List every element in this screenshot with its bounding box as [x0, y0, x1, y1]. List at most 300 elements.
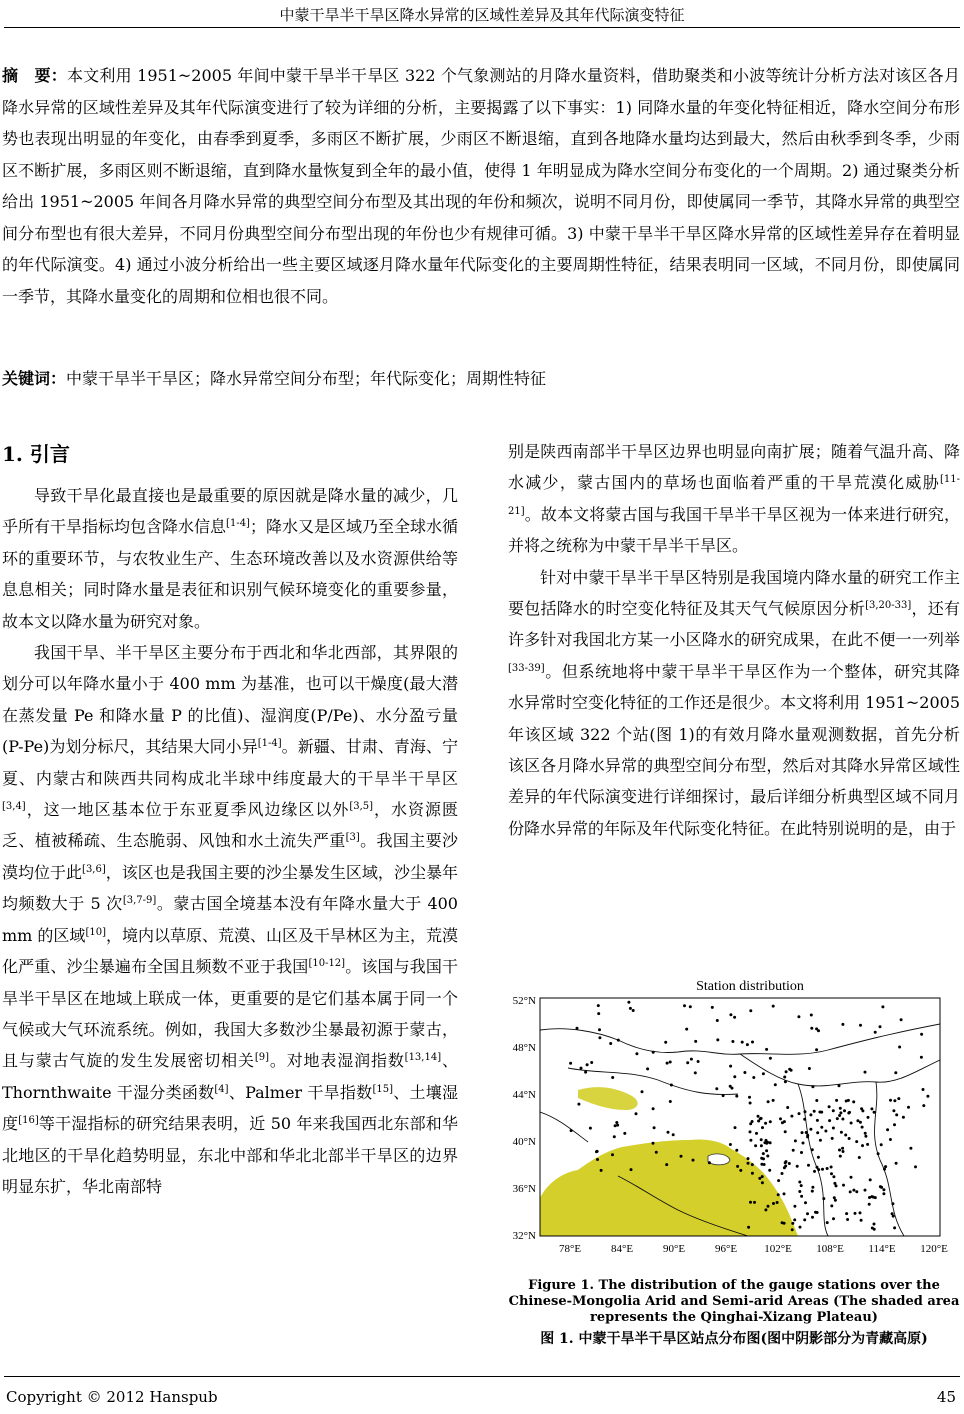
station-dot: [683, 1004, 686, 1007]
intro-paragraph-2: 我国干旱、半干旱区主要分布于西北和华北西部，其界限的划分可以年降水量小于 400 mm 为基准，也可以干燥度(最大潜在蒸发量 Pe 和降水量 P 的比值)、湿润度(P/Pe)、水分盈亏量(P-Pe)为划分标尺，其结果大同小异[1-4]。新疆、甘肃、青海、宁夏、内蒙古和陕西共同构成北半球中纬度最大的干旱半干旱区[3,4]，这一地区基本位于东亚夏季风边缘区以外[3,5]，水资源匮乏、植被稀疏、生态脆弱、风蚀和水土流失严重[3]。我国主要沙漠均位于此[3,6]，该区也是我国主要的沙尘暴发生区域，沙尘暴年均频数大于 5 次[3,7-9]。蒙古国全境基本没有年降水量大于 400 mm 的区域[10]，境内以草原、荒漠、山区及干旱林区为主，荒漠化严重、沙尘暴遍布全国且频数不亚于我国[10-12]。该国与我国干旱半干旱区在地域上联成一体，更重要的是它们基本属于同一个气候或大气环流系统。例如，我国大多数沙尘暴最初源于蒙古，且与蒙古气旋的发生发展密切相关[9]。对地表湿润指数[13,14]、Thornthwaite 干湿分类函数[4]、Palmer 干旱指数[15]、土壤湿度[16]等干湿指标的研究结果表明，近 50 年来我国西北东部和华北地区的干旱化趋势明显，东北中部和华北北部半干旱区的边界明显东扩，华北南部特: [2, 643, 458, 1196]
station-dot: [733, 1075, 736, 1078]
station-dot: [791, 1228, 794, 1231]
map-content: [540, 1001, 940, 1236]
station-dot: [600, 1169, 603, 1172]
citation: [9]: [254, 1052, 269, 1064]
station-dot: [597, 1004, 600, 1007]
station-dot: [811, 1085, 814, 1088]
station-dot: [736, 1165, 739, 1168]
qinghai-xizang-plateau-shading: [540, 1139, 798, 1236]
station-dot: [798, 1190, 801, 1193]
station-dot: [611, 1076, 614, 1079]
station-dot: [864, 1135, 867, 1138]
station-dot: [772, 1005, 775, 1008]
station-dot: [838, 1084, 841, 1087]
station-dot: [762, 1072, 765, 1075]
station-dot: [869, 1178, 872, 1181]
station-dot: [856, 1119, 859, 1122]
station-dot: [907, 1106, 910, 1109]
station-dot: [873, 1111, 876, 1114]
citation: [13,14]: [404, 1052, 442, 1064]
station-dot: [826, 1221, 829, 1224]
longitude-label: 114°E: [868, 1243, 896, 1255]
station-dot: [741, 1041, 744, 1044]
station-dot: [729, 1085, 732, 1088]
station-dot: [697, 1060, 700, 1063]
station-dot: [811, 1216, 814, 1219]
latitude-label: 44°N: [512, 1089, 536, 1101]
station-dot: [609, 1042, 612, 1045]
station-dot: [635, 1052, 638, 1055]
station-dot: [791, 1222, 794, 1225]
station-dot: [819, 1139, 822, 1142]
station-dot: [749, 1122, 752, 1125]
station-dot: [686, 1061, 689, 1064]
station-dot: [783, 1120, 786, 1123]
station-dot: [820, 1111, 823, 1114]
latitude-label: 36°N: [512, 1183, 536, 1195]
station-dot: [776, 1201, 779, 1204]
station-dot: [893, 1226, 896, 1229]
station-dot: [746, 1043, 749, 1046]
station-dot: [632, 1009, 635, 1012]
station-dot: [577, 1103, 580, 1106]
station-dot: [615, 1121, 618, 1124]
longitude-labels: [559, 1243, 948, 1255]
station-dot: [848, 1137, 851, 1140]
station-dot: [817, 1168, 820, 1171]
station-dot: [758, 1177, 761, 1180]
station-dot: [786, 1106, 789, 1109]
station-dot: [833, 1182, 836, 1185]
station-dot: [852, 1189, 855, 1192]
station-dot: [769, 1120, 772, 1123]
station-dot: [611, 1153, 614, 1156]
station-dot: [627, 1001, 630, 1004]
station-dot: [646, 1067, 649, 1070]
station-dot: [881, 1005, 884, 1008]
station-dot: [792, 1149, 795, 1152]
station-dot: [897, 1097, 900, 1100]
station-dot: [841, 1118, 844, 1121]
station-dot: [749, 1009, 752, 1012]
station-dot: [596, 1158, 599, 1161]
citation: [16]: [18, 1115, 39, 1127]
latitude-label: 48°N: [512, 1042, 536, 1054]
station-dot: [832, 1217, 835, 1220]
station-dot: [839, 1111, 842, 1114]
station-dot: [841, 1023, 844, 1026]
station-dot: [920, 1033, 923, 1036]
station-dot: [589, 1127, 592, 1130]
station-dot: [844, 1134, 847, 1137]
station-dot: [831, 1137, 834, 1140]
station-dot: [790, 1115, 793, 1118]
station-dot: [666, 1062, 669, 1065]
citation: [10-12]: [308, 958, 346, 970]
station-dot: [832, 1109, 835, 1112]
figure-caption-zh: 图 1. 中蒙干旱半干旱区站点分布图(图中阴影部分为青藏高原): [540, 1331, 928, 1347]
station-dot: [817, 1029, 820, 1032]
station-dot: [694, 1040, 697, 1043]
station-dot: [747, 1226, 750, 1229]
station-dot: [821, 1168, 824, 1171]
footer-rule: [4, 1376, 960, 1377]
station-dot: [866, 1143, 869, 1146]
station-dot: [708, 1161, 711, 1164]
station-dot: [879, 1185, 882, 1188]
station-dot: [880, 1143, 883, 1146]
station-dot: [893, 1123, 896, 1126]
station-dot: [769, 1141, 772, 1144]
station-dot: [861, 1126, 864, 1129]
station-dot: [694, 1071, 697, 1074]
citation: [1-4]: [226, 518, 250, 530]
citation: [3,5]: [349, 801, 374, 813]
station-dot: [843, 1109, 846, 1112]
station-dot: [830, 1172, 833, 1175]
station-dot: [586, 1063, 589, 1066]
latitude-label: 52°N: [512, 995, 536, 1007]
station-dot: [781, 1221, 784, 1224]
station-dot: [784, 1130, 787, 1133]
station-dot: [860, 1219, 863, 1222]
station-dot: [833, 1196, 836, 1199]
station-dot: [733, 1016, 736, 1019]
station-dot: [764, 1208, 767, 1211]
station-dot: [861, 1144, 864, 1147]
station-dot: [864, 1132, 867, 1135]
station-dot: [803, 1218, 806, 1221]
station-dot: [665, 1163, 668, 1166]
station-dot: [859, 1211, 862, 1214]
station-dot: [729, 1013, 732, 1016]
station-dot: [652, 1051, 655, 1054]
abstract: [2, 60, 960, 312]
station-dot: [811, 1148, 814, 1151]
station-dot: [898, 1046, 901, 1049]
station-dot: [798, 1112, 801, 1115]
station-dot: [774, 1083, 777, 1086]
station-dot: [892, 1109, 895, 1112]
station-dot: [617, 1039, 620, 1042]
station-dot: [858, 1156, 861, 1159]
station-dot: [855, 1140, 858, 1143]
station-dot: [749, 1139, 752, 1142]
station-dot: [570, 1129, 573, 1132]
station-dot: [764, 1122, 767, 1125]
station-dot: [802, 1142, 805, 1145]
station-dot: [629, 1007, 632, 1010]
station-dot: [623, 1132, 626, 1135]
station-dot: [672, 1133, 675, 1136]
abstract-text: 本文利用 1951~2005 年间中蒙干旱半干旱区 322 个气象测站的月降水量资料，借助聚类和小波等统计分析方法对该区各月降水异常的区域性差异及其年代际演变进行了较为详细的分析，主要揭露了以下事实：1) 同降水量的年变化特征相近，降水空间分布形势也表现出明显的年变化，由春季到夏季，多雨区不断扩展，少雨区不断退缩，直到各地降水量均达到最大，然后由秋季到冬季，少雨区不断扩展，多雨区则不断退缩，直到降水量恢复到全年的最小值，使得 1 年明显成为降水空间分布变化的一个周期。2) 通过聚类分析给出 1951~2005 年间各月降水异常的典型空间分布型及其出现的年份和频次，说明不同月份，即使属同一季节，其降水异常的典型空间分布型也有很大差异，不同月份典型空间分布型出现的年份也少有规律可循。3) 中蒙干旱半干旱区降水异常的区域性差异存在着明显的年代际演变。4) 通过小波分析给出一些主要区域逐月降水量年代际变化的主要周期性特征，结果表明同一区域，不同月份，即使属同一季节，其降水量变化的周期和位相也很不同。: [2, 66, 960, 306]
station-dot: [870, 1107, 873, 1110]
station-dot: [854, 1212, 857, 1215]
station-dot: [886, 1128, 889, 1131]
longitude-label: 84°E: [610, 1243, 634, 1255]
station-dot: [616, 1124, 619, 1127]
station-dot: [804, 1110, 807, 1113]
header-rule: [4, 27, 960, 28]
station-dot: [765, 1139, 768, 1142]
station-dot: [845, 1212, 848, 1215]
station-dot: [731, 1040, 734, 1043]
station-dot: [754, 1144, 757, 1147]
citation: [11-21]: [508, 474, 960, 517]
station-dot: [816, 1131, 819, 1134]
station-dot: [788, 1162, 791, 1165]
station-dot: [630, 1168, 633, 1171]
station-dot: [784, 1080, 787, 1083]
station-dot: [735, 1149, 738, 1152]
longitude-label: 120°E: [920, 1243, 948, 1255]
station-dot: [655, 1151, 658, 1154]
station-dot: [807, 1164, 810, 1167]
station-dot: [800, 1151, 803, 1154]
station-dot: [822, 1197, 825, 1200]
tarim-shading: [578, 1087, 638, 1110]
station-dot: [667, 1131, 670, 1134]
longitude-label: 90°E: [662, 1243, 686, 1255]
station-dot: [830, 1204, 833, 1207]
station-dot: [842, 1184, 845, 1187]
station-dot: [772, 1202, 775, 1205]
citation: [3,7-9]: [122, 895, 157, 907]
station-dot: [797, 1015, 800, 1018]
left-column: [2, 480, 458, 1202]
station-dot: [652, 1107, 655, 1110]
station-dot: [809, 1113, 812, 1116]
station-dot: [769, 1057, 772, 1060]
station-dot: [801, 1131, 804, 1134]
station-dot: [793, 1205, 796, 1208]
station-dot: [864, 1071, 867, 1074]
station-dot: [810, 1014, 813, 1017]
station-dot: [755, 1132, 758, 1135]
station-dot: [576, 1027, 579, 1030]
station-dot: [868, 1196, 871, 1199]
station-dot: [735, 1095, 738, 1098]
station-dot: [861, 1109, 864, 1112]
station-dot: [635, 1112, 638, 1115]
station-dot: [772, 1099, 775, 1102]
citation: [4]: [214, 1083, 229, 1095]
station-dot: [739, 1169, 742, 1172]
station-dot: [842, 1150, 845, 1153]
station-dot: [584, 1071, 587, 1074]
station-dot: [883, 1168, 886, 1171]
station-dot: [760, 1138, 763, 1141]
station-dot: [762, 1152, 765, 1155]
station-dot: [669, 1061, 672, 1064]
station-dot: [811, 1190, 814, 1193]
station-dot: [922, 1088, 925, 1091]
station-dot: [711, 1006, 714, 1009]
station-dot: [816, 1211, 819, 1214]
station-dot: [820, 1126, 823, 1129]
station-dot: [590, 1061, 593, 1064]
keywords-label: 关键词：: [2, 369, 67, 388]
intro-paragraph-1: 导致干旱化最直接也是最重要的原因就是降水量的减少，几乎所有干旱指标均包含降水信息[1-4]；降水又是区域乃至全球水循环的重要环节，与农牧业生产、生态环境改善以及水资源供给等息息相关；同时降水量是表征和识别气候环境变化的重要参量，故本文以降水量为研究对象。: [2, 486, 458, 631]
station-dot: [859, 1121, 862, 1124]
station-dot: [669, 1100, 672, 1103]
station-dot: [839, 1107, 842, 1110]
station-dot: [824, 1130, 827, 1133]
station-dot: [715, 1087, 718, 1090]
station-dot: [781, 1172, 784, 1175]
station-dot: [796, 1165, 799, 1168]
station-dot: [799, 1226, 802, 1229]
station-dot: [867, 1116, 870, 1119]
station-dot: [800, 1195, 803, 1198]
citation: [3,6]: [82, 863, 106, 875]
section-title: 1. 引言: [2, 442, 70, 466]
station-dot: [817, 1156, 820, 1159]
station-dot: [815, 1099, 818, 1102]
station-dot: [690, 1058, 693, 1061]
station-dot: [882, 1188, 885, 1191]
station-dot: [783, 1192, 786, 1195]
station-dot: [804, 1201, 807, 1204]
station-dot: [765, 1048, 768, 1051]
station-dot: [838, 1149, 841, 1152]
station-dot: [580, 1067, 583, 1070]
station-dot: [653, 1126, 656, 1129]
station-dot: [832, 1175, 835, 1178]
station-dot: [747, 1157, 750, 1160]
station-dot: [803, 1118, 806, 1121]
station-dot: [779, 1117, 782, 1120]
station-dot: [680, 1155, 683, 1158]
station-dot: [760, 1163, 763, 1166]
station-dot: [841, 1147, 844, 1150]
station-dot: [832, 1127, 835, 1130]
station-dot: [828, 1119, 831, 1122]
station-dot: [729, 1065, 732, 1068]
station-dot: [760, 1157, 763, 1160]
latitude-label: 32°N: [512, 1230, 536, 1242]
longitude-label: 102°E: [764, 1243, 792, 1255]
station-dot: [692, 1159, 695, 1162]
station-dot: [749, 1130, 752, 1133]
station-dot: [895, 1162, 898, 1165]
station-dot: [835, 1099, 838, 1102]
station-dot: [716, 1038, 719, 1041]
station-dot: [872, 1196, 875, 1199]
station-dot: [785, 1070, 788, 1073]
running-title: 中蒙干旱半干旱区降水异常的区域性差异及其年代际演变特征: [279, 6, 685, 24]
station-dot: [753, 1201, 756, 1204]
citation: [3]: [345, 832, 360, 844]
station-dot: [873, 1223, 876, 1226]
station-dot: [838, 1114, 841, 1117]
station-dot: [613, 1135, 616, 1138]
station-dot: [784, 1161, 787, 1164]
station-dot: [761, 1126, 764, 1129]
figure-caption-en: Figure 1. The distribution of the gauge stations over the Chinese-Mongolia Arid and Semi-arid Areas (The shaded area represents the Qinghai-Xizang Plateau): [508, 1278, 960, 1325]
station-dot: [598, 1028, 601, 1031]
station-dot: [765, 1149, 768, 1152]
station-dot: [751, 1172, 754, 1175]
copyright: Copyright © 2012 Hanspub: [6, 1388, 218, 1406]
station-dot: [864, 1189, 867, 1192]
station-dot: [895, 1113, 898, 1116]
station-dot: [855, 1190, 858, 1193]
station-dot: [892, 1215, 895, 1218]
citation: [1-4]: [257, 738, 282, 750]
station-dot: [768, 1169, 771, 1172]
station-dot: [830, 1166, 833, 1169]
station-dot: [806, 1134, 809, 1137]
intro-paragraph-2-cont: 别是陕西南部半干旱区边界也明显向南扩展；随着气温升高、降水减少，蒙古国内的草场也面临着严重的干旱荒漠化威胁[11-21]。故本文将蒙古国与我国干旱半干旱区视为一体来进行研究，并将之统称为中蒙干旱半干旱区。: [508, 442, 960, 556]
station-dot: [598, 1036, 601, 1039]
station-dot: [670, 1084, 673, 1087]
right-column: [508, 436, 960, 844]
station-dot: [813, 1170, 816, 1173]
station-dot: [828, 1105, 831, 1108]
station-dot: [871, 1227, 874, 1230]
page-number: 45: [936, 1388, 956, 1406]
station-dot: [777, 1193, 780, 1196]
station-dot: [852, 1100, 855, 1103]
station-dot: [747, 1162, 750, 1165]
station-dot: [689, 1005, 692, 1008]
station-dot: [806, 1212, 809, 1215]
station-dot: [783, 1076, 786, 1079]
station-dot: [811, 1186, 814, 1189]
station-dot: [808, 1067, 811, 1070]
station-dot: [793, 1218, 796, 1221]
station-dot: [597, 1012, 600, 1015]
station-dot: [766, 1155, 769, 1158]
latitude-labels: [513, 995, 536, 1242]
station-dot: [849, 1190, 852, 1193]
station-dot: [847, 1099, 850, 1102]
station-dot: [716, 1019, 719, 1022]
station-dot: [652, 1142, 655, 1145]
station-dot: [767, 1100, 770, 1103]
station-dot: [761, 1181, 764, 1184]
station-dot: [767, 1205, 770, 1208]
station-dot: [914, 1165, 917, 1168]
longitude-label: 108°E: [816, 1243, 844, 1255]
station-dot: [889, 1138, 892, 1141]
latitude-label: 40°N: [512, 1136, 536, 1148]
station-dot: [761, 1175, 764, 1178]
station-dot: [743, 1071, 746, 1074]
station-dot: [748, 1096, 751, 1099]
station-dot: [874, 1031, 877, 1034]
station-map: [508, 970, 960, 1270]
station-dot: [752, 1076, 755, 1079]
station-dot: [757, 1115, 760, 1118]
longitude-label: 78°E: [558, 1243, 582, 1255]
citation: [33-39]: [508, 662, 545, 674]
station-dot: [749, 1201, 752, 1204]
station-dot: [810, 1027, 813, 1030]
station-dot: [926, 1095, 929, 1098]
station-dot: [729, 1143, 732, 1146]
station-dot: [879, 1025, 882, 1028]
station-dot: [846, 1218, 849, 1221]
station-dot: [760, 1144, 763, 1147]
station-dot: [902, 1116, 905, 1119]
station-dot: [788, 1068, 791, 1071]
station-dot: [868, 1203, 871, 1206]
station-dot: [798, 1181, 801, 1184]
station-dot: [826, 1167, 829, 1170]
